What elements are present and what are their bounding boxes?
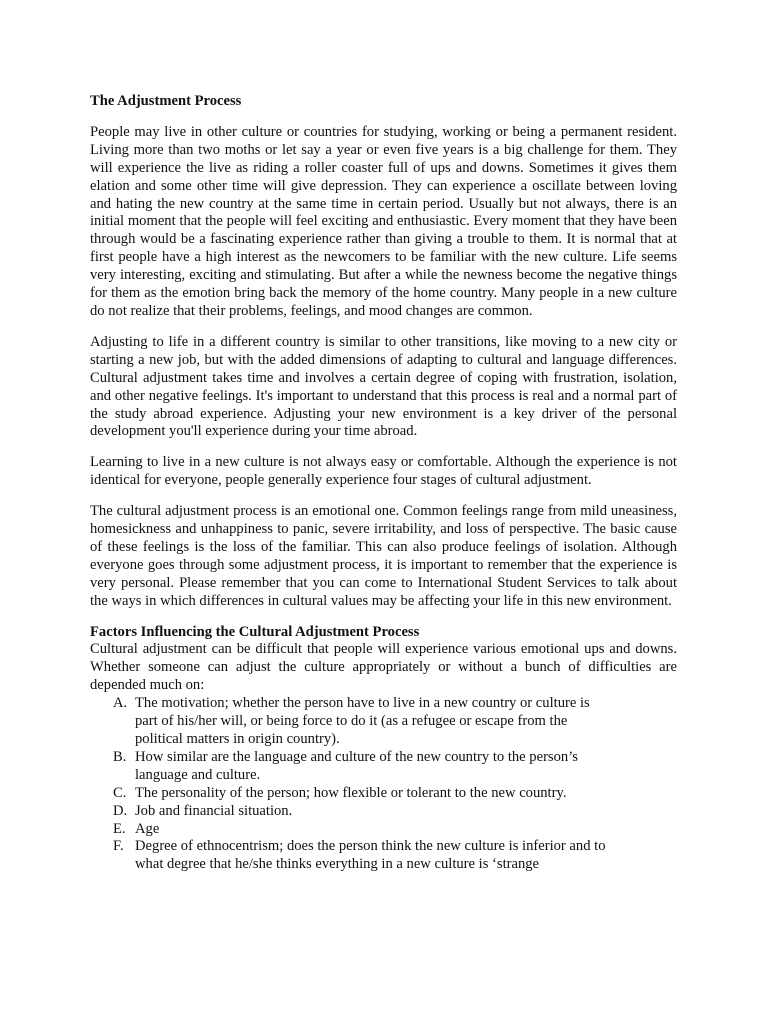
list-item-letter: F. (113, 838, 124, 855)
list-item-text: Degree of ethnocentrism; does the person think the new culture is inferior and to what degree that he/she thinks everything in a new culture is ‘strange (135, 838, 606, 873)
list-item (90, 838, 606, 874)
list-item-letter: D. (113, 802, 128, 819)
list-item (90, 785, 606, 803)
list-item-text: The motivation; whether the person have to live in a new country or culture is part of his/her will, or being force to do it (as a refugee or escape from the political matters in origin country). (135, 695, 590, 747)
list-item-text: Job and financial situation. (135, 802, 293, 819)
paragraph-2: Adjusting to life in a different country is similar to other transitions, like moving to a new city or starting a new job, but with the added dimensions of adapting to cultural and language differences. Cultural adjustment takes time and involves a certain degree of coping with frustration, isolation, and other negative feelings. It's important to understand that this process is real and a normal part of the study abroad experience. Adjusting your new environment is a key driver of the personal development you'll experience during your time abroad. (90, 333, 677, 440)
list-item-letter: B. (113, 748, 127, 765)
list-item (90, 821, 606, 839)
list-item (90, 749, 606, 785)
document-page (90, 93, 677, 874)
factors-heading: Factors Influencing the Cultural Adjustment Process (90, 623, 420, 640)
list-item-text: How similar are the language and culture of the new country to the person’s language and culture. (135, 748, 578, 783)
list-item-letter: A. (113, 695, 128, 712)
list-item (90, 803, 606, 821)
paragraph-1: People may live in other culture or countries for studying, working or being a permanent resident. Living more than two moths or let say a year or even five years is a big challenge for them. They will experience the live as riding a roller coaster full of ups and downs. Sometimes it gives them elation and some other time will give depression. They can experience a oscillate between loving and hating the new country at the same time in certain period. Usually but not always, there is an initial moment that the people will feel exciting and enthusiastic. Every moment that they have been through would be a fascinating experience rather than giving a trouble to them. It is normal that at first people have a high interest as the newcomers to be familiar with the new culture. Life seems very interesting, exciting and stimulating. But after a while the newness become the negative things for them as the emotion bring back the memory of the home country. Many people in a new culture do not realize that their problems, feelings, and mood changes are common. (90, 123, 677, 319)
document-title: The Adjustment Process (90, 93, 242, 109)
factors-list (90, 695, 606, 874)
list-item (90, 695, 606, 749)
list-item-letter: E. (113, 820, 126, 837)
factors-intro: Cultural adjustment can be difficult that people will experience various emotional ups and downs. Whether someone can adjust the culture appropriately or without a bunch of difficulties are depended much on: (90, 641, 677, 694)
list-item-text: The personality of the person; how flexible or tolerant to the new country. (135, 784, 567, 801)
list-item-text: Age (135, 820, 160, 837)
paragraph-3: Learning to live in a new culture is not always easy or comfortable. Although the experience is not identical for everyone, people generally experience four stages of cultural adjustment. (90, 454, 677, 489)
paragraph-4: The cultural adjustment process is an emotional one. Common feelings range from mild uneasiness, homesickness and unhappiness to panic, severe irritability, and loss of perspective. The basic cause of these feelings is the loss of the familiar. This can also produce feelings of isolation. Although everyone goes through some adjustment process, it is important to remember that the experience is very personal. Please remember that you can come to International Student Services to talk about the ways in which differences in cultural values may be affecting your life in this new environment. (90, 503, 677, 609)
list-item-letter: C. (113, 784, 127, 801)
